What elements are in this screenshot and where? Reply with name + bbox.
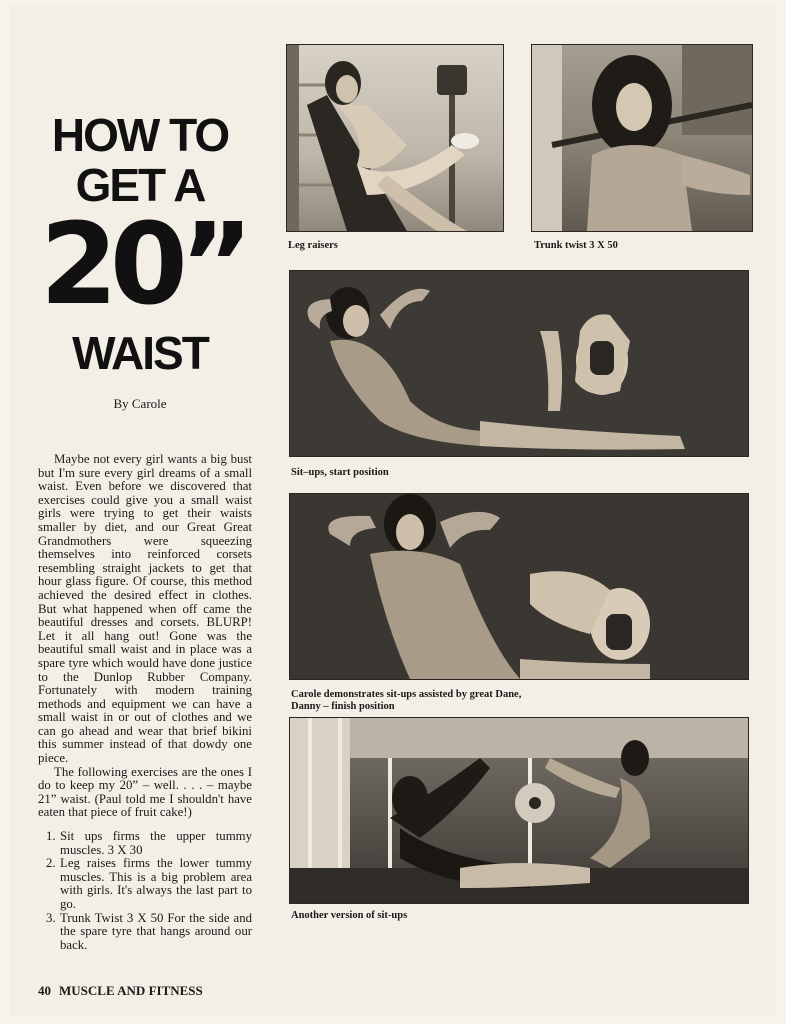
title-line-waist: WAIST bbox=[72, 327, 208, 379]
list-text: Leg raises firms the lower tummy muscles. This is a big problem area with girls. It's always the last part to go. bbox=[60, 856, 252, 911]
caption-situps-variation: Another version of sit-ups bbox=[291, 910, 408, 921]
title-line-get-a: GET A bbox=[75, 159, 205, 211]
photo-leg-raisers-image bbox=[287, 45, 503, 231]
list-item bbox=[38, 830, 252, 857]
title-big-number: 20” bbox=[40, 200, 246, 330]
photo-situps-variation-image bbox=[290, 718, 748, 903]
caption-situps-finish: Carole demonstrates sit-ups assisted by great Dane, Danny – finish position bbox=[291, 689, 522, 712]
body-paragraph: Maybe not every girl wants a big bust but I'm sure every girl dreams of a small waist. Even before we discovered that exercises could give you a small waist girls were trying to get their waists smaller by diet, and our Great Great Grandmothers were squeezing themselves into reinforced corsets resembling straight jackets to get that hour glass figure. Of course, this method achieved the desired effect in clothes. But what happened when off came the beautiful dresses and corsets. BLURP! Let it all hang out! Gone was the beautiful small waist and in place was a spare tyre which would have done justice to the Dunlop Rubber Company. Fortunately with modern training methods and equipment we can have a small waist in or out of clothes and we can go ahead and wear that brief bikini this summer instead of that dowdy one piece. bbox=[38, 452, 252, 766]
list-text: Sit ups firms the upper tummy muscles. 3 X 30 bbox=[60, 829, 252, 857]
caption-leg-raisers: Leg raisers bbox=[288, 240, 338, 251]
caption-trunk-twist: Trunk twist 3 X 50 bbox=[534, 240, 618, 251]
page-footer bbox=[38, 983, 203, 999]
article-body bbox=[38, 453, 252, 952]
byline: By Carole bbox=[113, 396, 167, 411]
photo-leg-raisers bbox=[286, 44, 504, 232]
exercise-list bbox=[38, 830, 252, 952]
photo-situps-start bbox=[289, 270, 749, 457]
list-number: 2. bbox=[46, 856, 56, 871]
photo-trunk-twist bbox=[531, 44, 753, 232]
list-item bbox=[38, 912, 252, 953]
magazine-name: MUSCLE AND FITNESS bbox=[59, 983, 203, 998]
list-item bbox=[38, 857, 252, 911]
list-number: 3. bbox=[46, 910, 56, 925]
photo-situps-start-image bbox=[290, 271, 748, 456]
caption-situps-start: Sit–ups, start position bbox=[291, 467, 389, 478]
body-paragraph: The following exercises are the ones I do to keep my 20” – well. . . . – maybe 21” waist. (Paul told me I shouldn't have eaten that piece of fruit cake!) bbox=[38, 764, 252, 820]
photo-situps-finish bbox=[289, 493, 749, 680]
page-number: 40 bbox=[38, 983, 51, 998]
photo-trunk-twist-image bbox=[532, 45, 752, 231]
photo-situps-variation bbox=[289, 717, 749, 904]
photo-situps-finish-image bbox=[290, 494, 748, 679]
title-line-how-to: HOW TO bbox=[51, 109, 229, 161]
list-number: 1. bbox=[46, 829, 56, 844]
list-text: Trunk Twist 3 X 50 For the side and the spare tyre that hangs around our back. bbox=[60, 910, 252, 952]
